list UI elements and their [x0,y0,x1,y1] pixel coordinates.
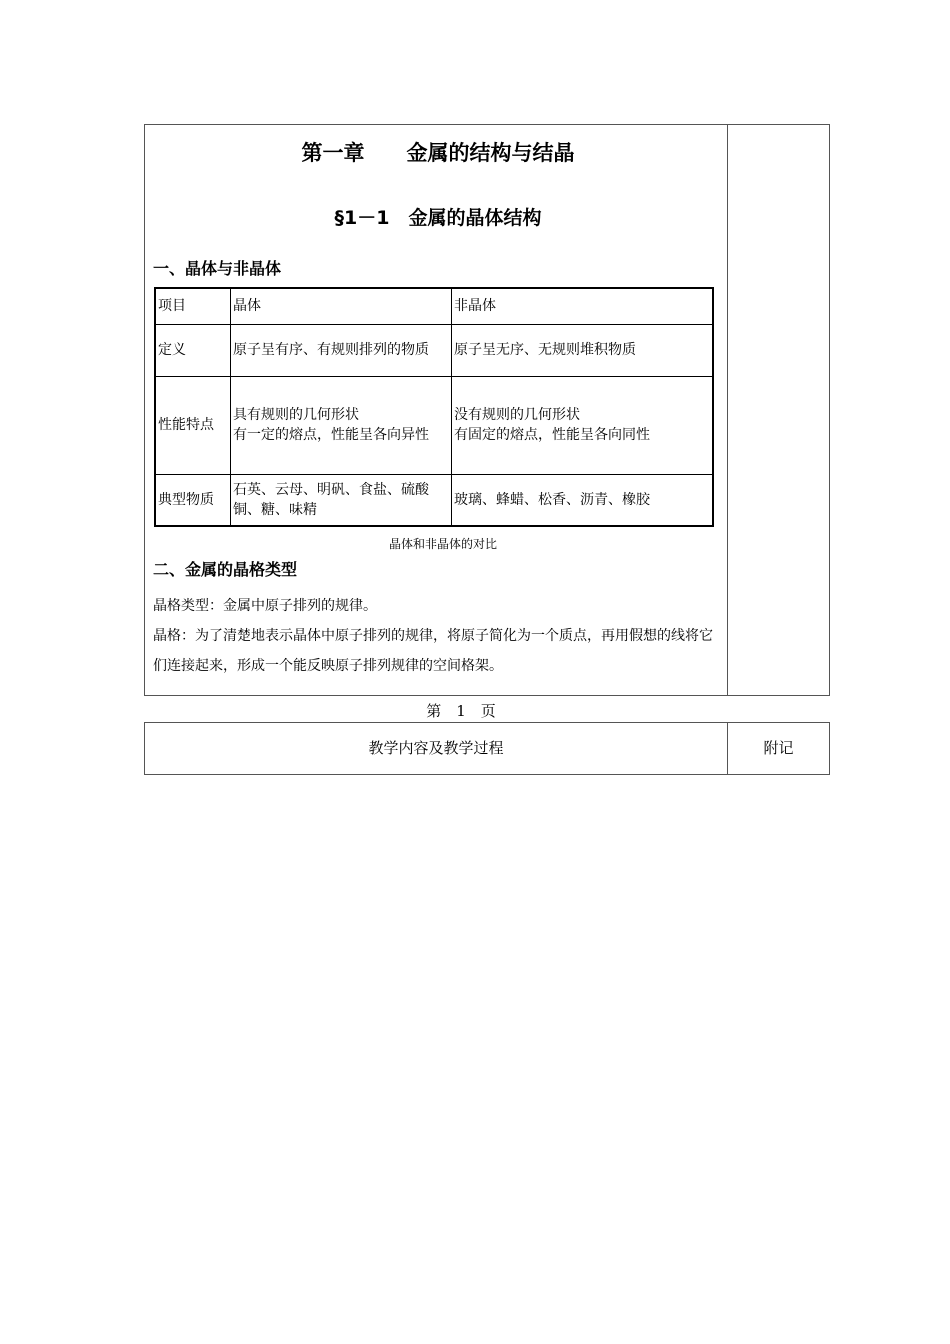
row-crystal: 原子呈有序、有规则排列的物质 [231,324,452,376]
table-row [155,324,713,376]
amorphous-line: 没有规则的几何形状 [454,407,580,423]
table-row [155,474,713,526]
heading-lattice-types: 二、金属的晶格类型 [153,560,298,579]
row-amorphous: 原子呈无序、无规则堆积物质 [452,324,714,376]
row-crystal [231,376,452,474]
table-caption: 晶体和非晶体的对比 [388,537,497,551]
content-frame [144,124,830,696]
comparison-table [154,287,714,527]
section-title: §1－1 金属的晶体结构 [334,207,542,229]
heading-crystal-vs-amorphous: 一、晶体与非晶体 [153,259,282,278]
table-row [155,376,713,474]
crystal-line: 具有规则的几何形状 [233,407,359,423]
page-number: 第 1 页 [426,702,496,720]
header-amorphous: 非晶体 [452,288,714,324]
footer-table [144,722,830,775]
crystal-line: 有一定的熔点，性能呈各向异性 [233,427,429,443]
row-crystal: 石英、云母、明矾、食盐、硫酸铜、糖、味精 [231,474,452,526]
footer-content-label: 教学内容及教学过程 [368,739,504,757]
amorphous-line: 有固定的熔点，性能呈各向同性 [454,427,650,443]
header-crystal: 晶体 [231,288,452,324]
footer-notes-label: 附记 [763,739,794,757]
row-item: 典型物质 [155,474,231,526]
paragraph-lattice: 晶格：为了清楚地表示晶体中原子排列的规律，将原子简化为一个质点，再用假想的线将它们连接起来，形成一个能反映原子排列规律的空间格架。 [153,628,713,674]
row-amorphous [452,376,714,474]
paragraph-lattice-type: 晶格类型：金属中原子排列的规律。 [153,598,377,614]
table-header-row [155,288,713,324]
chapter-title: 第一章 金属的结构与结晶 [301,141,575,165]
header-item: 项目 [155,288,231,324]
row-amorphous: 玻璃、蜂蜡、松香、沥青、橡胶 [452,474,714,526]
row-item: 定义 [155,324,231,376]
row-item: 性能特点 [155,376,231,474]
column-divider [727,125,728,695]
